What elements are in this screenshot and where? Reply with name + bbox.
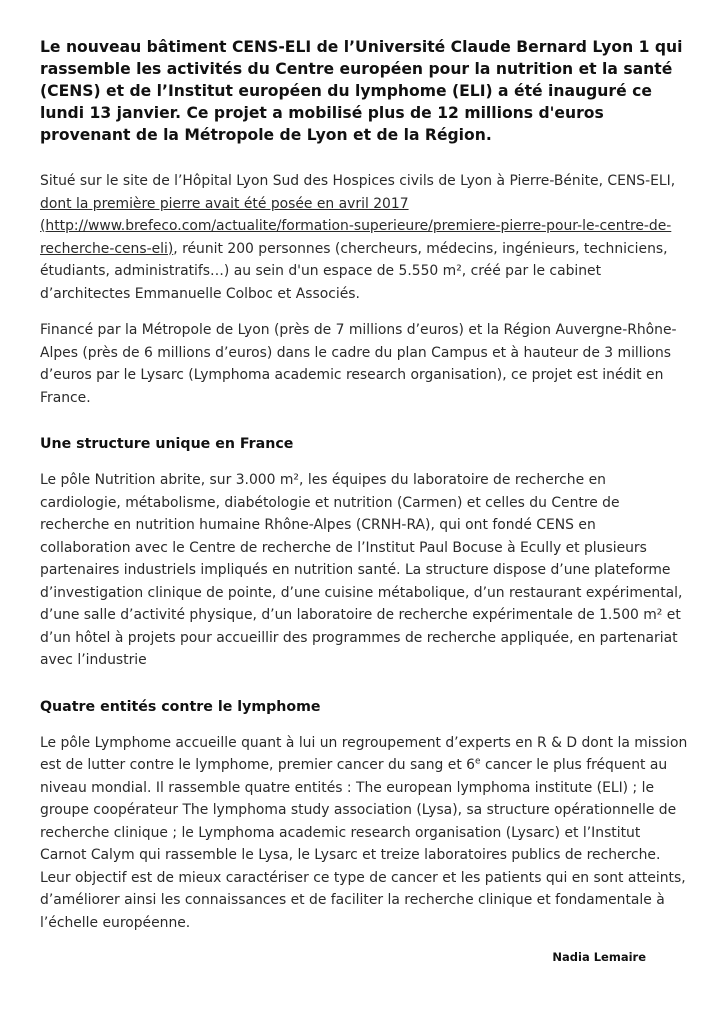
first-stone-link-text: dont la première pierre avait été posée en avril 2017 [40,195,409,212]
first-stone-link-url: (http://www.brefeco.com/actualite/formation-superieure/premiere-pierre-pour-le-centre-de-recherche-cens-eli) [40,218,672,257]
paragraph-location [40,170,690,305]
heading-unique-structure: Une structure unique en France [40,436,294,452]
paragraph-location-text-end: , réunit 200 personnes (chercheurs, médecins, ingénieurs, techniciens, étudiants, administratifs…) au sein d'un espace de 5.550 m², créé par le cabinet d’architectes Emmanuelle Colboc et Associés. [40,240,668,302]
article-body [40,36,690,948]
paragraph-lymphoma-text-start: Le pôle Lymphome accueille quant à lui un regroupement d’experts en R & D dont la mission est de lutter contre le lymphome, premier cancer du sang et 6 [40,734,688,773]
author-signature: Nadia Lemaire [552,950,646,964]
paragraph-location-text-start: Situé sur le site de l’Hôpital Lyon Sud des Hospices civils de Lyon à Pierre-Bénite, CENS-ELI, [40,173,676,189]
paragraph-lymphoma-pole [40,732,690,935]
heading-four-entities: Quatre entités contre le lymphome [40,698,321,715]
paragraph-lymphoma-text-end: cancer le plus fréquent au niveau mondial. Il rassemble quatre entités : The european lymphoma institute (ELI) ; le groupe coopérateur The lymphoma study association (Lysa), sa structure opérationnelle de recherche clinique ; le Lymphoma academic research organisation (Lysarc) et l’Institut Carnot Calym qui rassemble le Lysa, le Lysarc et treize laboratoires publics de recherche. Leur objectif est de mieux caractériser ce type de cancer et les patients qui en sont atteints, d’améliorer ainsi les connaissances et de faciliter la recherche clinique et fondamentale à l’échelle européenne. [40,757,686,931]
paragraph-nutrition-pole: Le pôle Nutrition abrite, sur 3.000 m², les équipes du laboratoire de recherche en cardiologie, métabolisme, diabétologie et nutrition (Carmen) et celles du Centre de recherche en nutrition humaine Rhône-Alpes (CRNH-RA), qui ont fondé CENS en collaboration avec le Centre de recherche de l’Institut Paul Bocuse à Ecully et plusieurs partenaires industriels impliqués en nutrition santé. La structure dispose d’une plateforme d’investigation clinique de pointe, d’une cuisine métabolique, d’un restaurant expérimental, d’une salle d’activité physique, d’un laboratoire de recherche expérimentale de 1.500 m² et d’un hôtel à projets pour accueillir des programmes de recherche appliquée, en partenariat avec l’industrie [40,472,683,668]
paragraph-funding: Financé par la Métropole de Lyon (près de 7 millions d’euros) et la Région Auvergne-Rhône-Alpes (près de 6 millions d’euros) dans le cadre du plan Campus et à hauteur de 3 millions d’euros par le Lysarc (Lymphoma academic research organisation), ce projet est inédit en France. [40,322,677,406]
article-lead: Le nouveau bâtiment CENS-ELI de l’Université Claude Bernard Lyon 1 qui rassemble les activités du Centre européen pour la nutrition et la santé (CENS) et de l’Institut européen du lymphome (ELI) a été inauguré ce lundi 13 janvier. Ce projet a mobilisé plus de 12 millions d'euros provenant de la Métropole de Lyon et de la Région. [40,38,683,144]
superscript-ordinal: e [475,756,481,767]
